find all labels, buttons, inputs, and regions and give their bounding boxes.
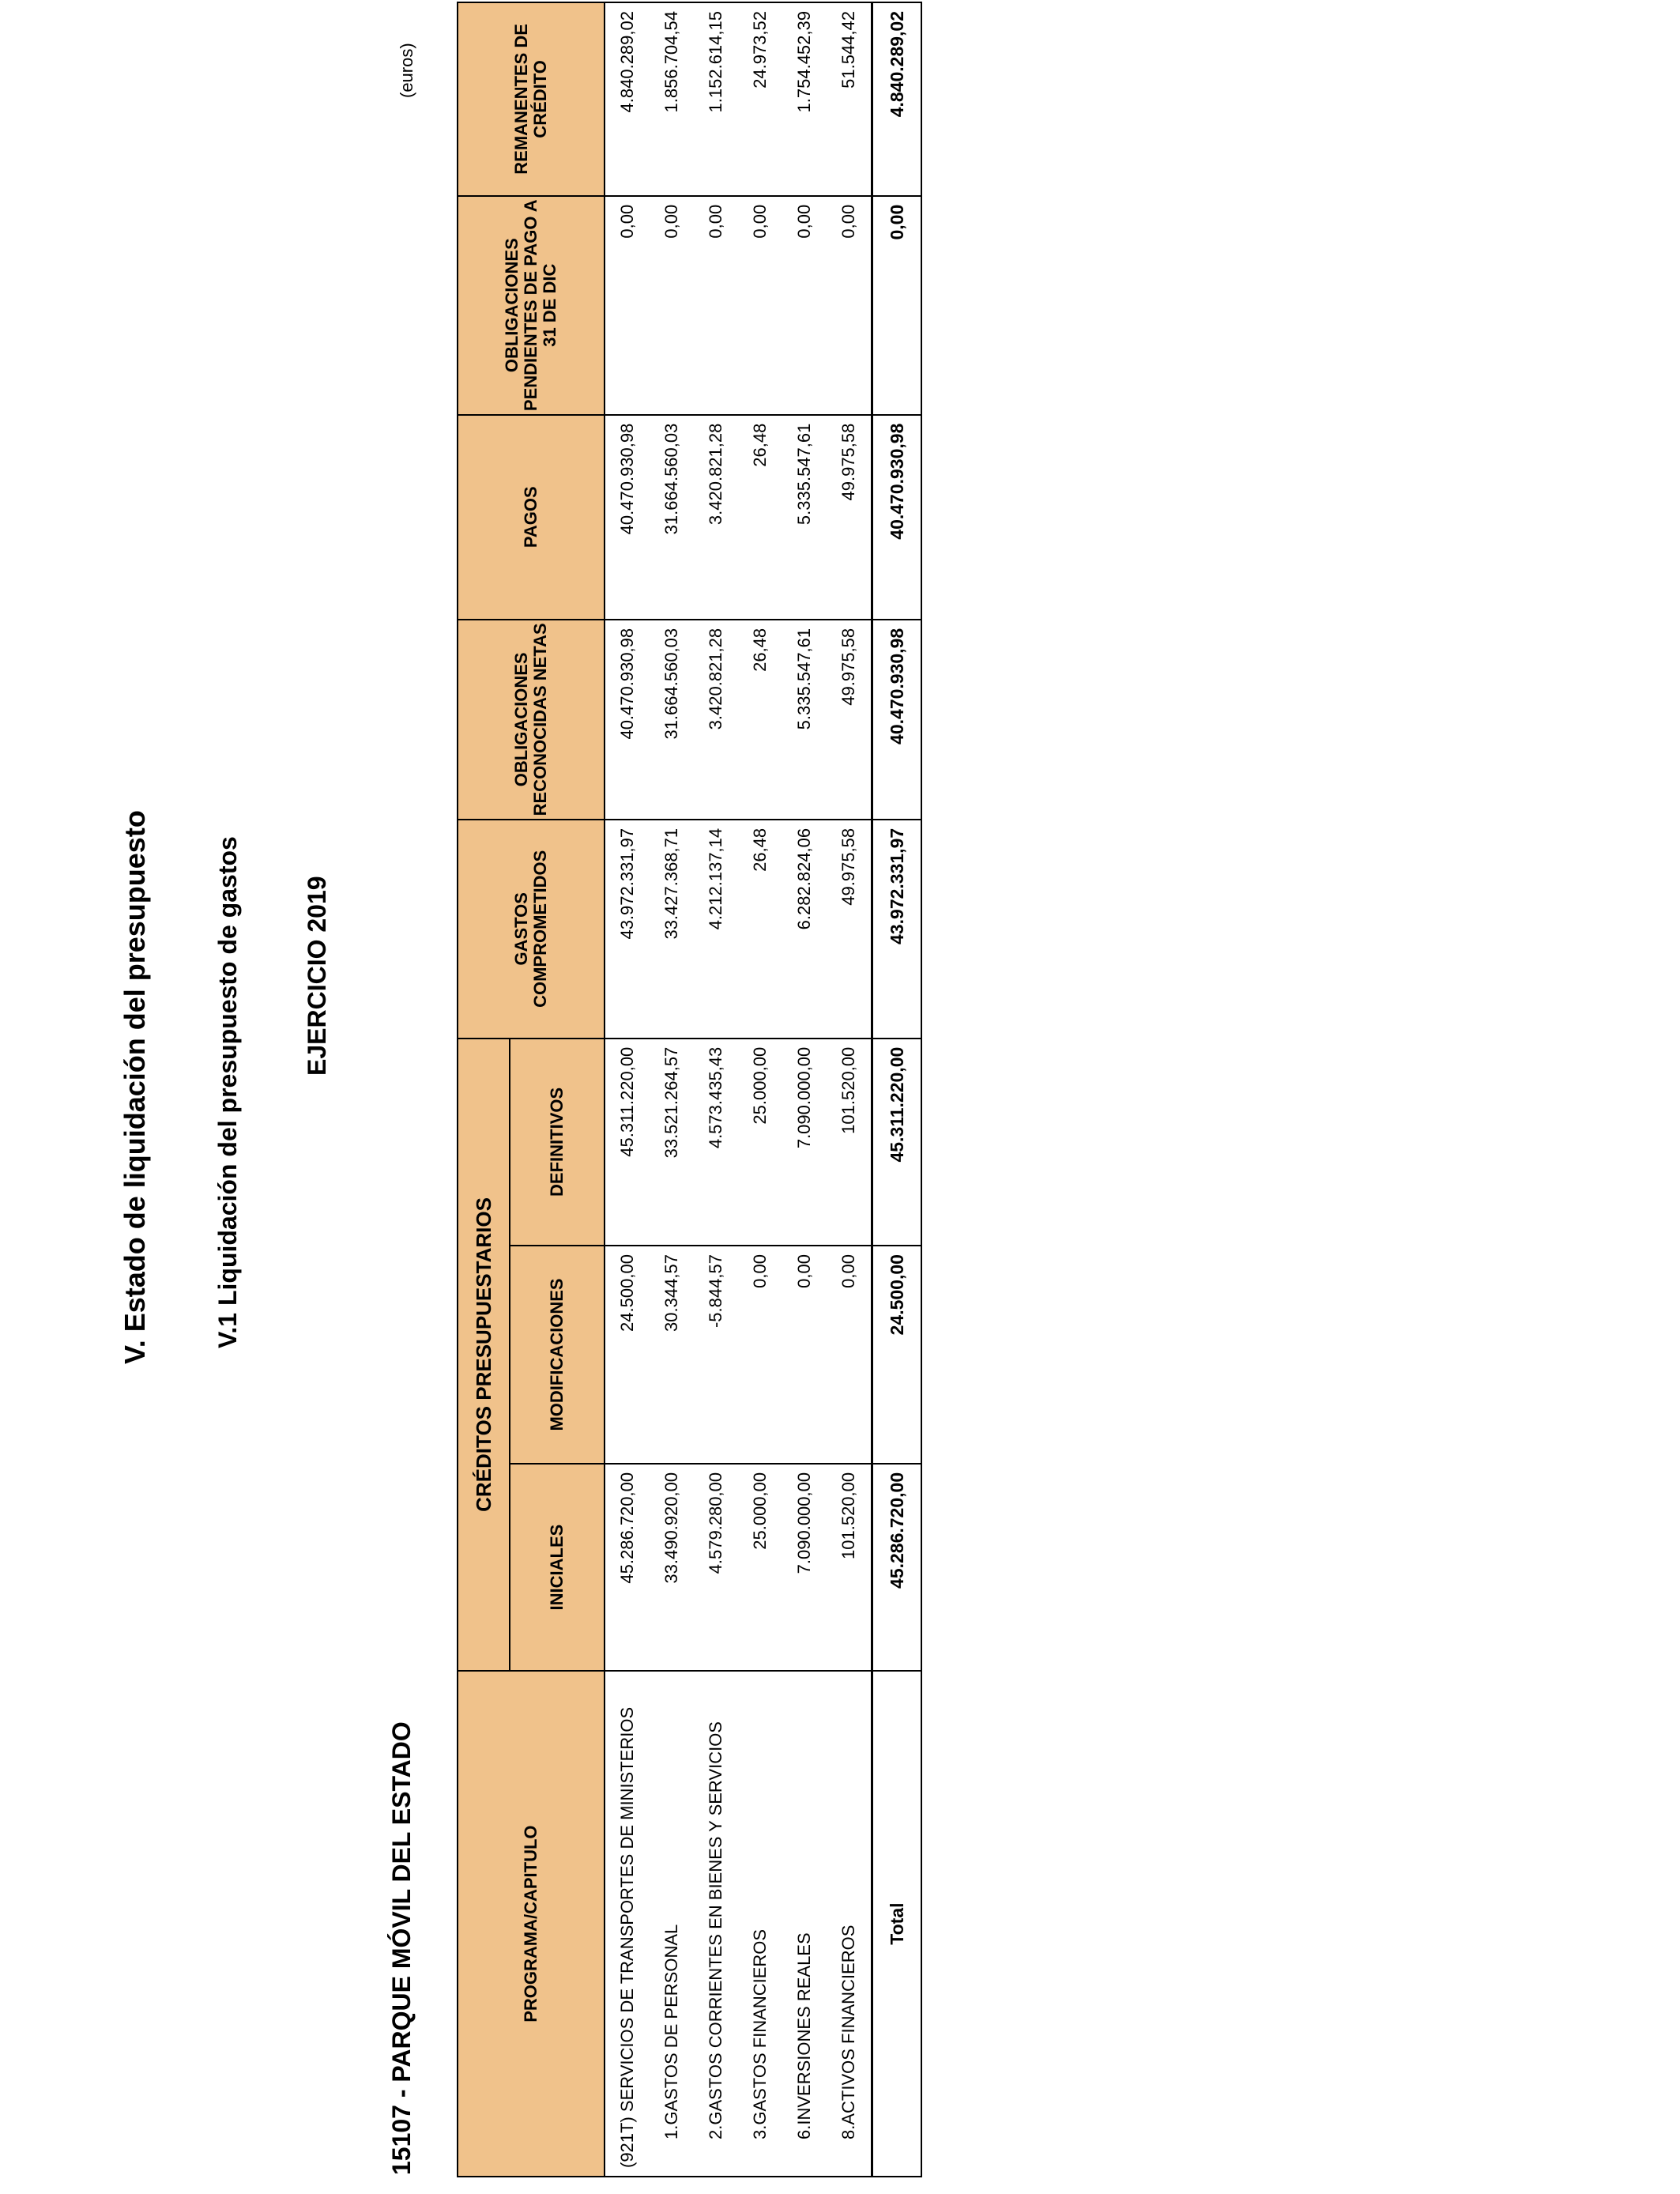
cell-pagos: 3.420.821,28 <box>694 415 738 620</box>
row-label: 2.GASTOS CORRIENTES EN BIENES Y SERVICIOS <box>694 1671 738 2177</box>
cell-definitivos: 101.520,00 <box>827 1039 872 1246</box>
cell-remanentes: 1.152.614,15 <box>694 2 738 196</box>
row-label: (921T) SERVICIOS DE TRANSPORTES DE MINISTERIOS <box>605 1671 650 2177</box>
cell-obligaciones: 3.420.821,28 <box>694 620 738 820</box>
column-header-definitivos: DEFINITIVOS <box>510 1039 605 1246</box>
cell-obligaciones: 40.470.930,98 <box>605 620 650 820</box>
cell-modificaciones: 0,00 <box>782 1246 827 1464</box>
column-group-creditos: CRÉDITOS PRESUPUESTARIOS <box>458 1039 510 1672</box>
row-label: 3.GASTOS FINANCIEROS <box>738 1671 782 2177</box>
cell-remanentes: 24.973,52 <box>738 2 782 196</box>
cell-definitivos: 33.521.264,57 <box>650 1039 694 1246</box>
cell-obligaciones: 5.335.547,61 <box>782 620 827 820</box>
table-row <box>738 2 782 2177</box>
cell-pendientes: 0,00 <box>650 196 694 415</box>
cell-pagos: 31.664.560,03 <box>650 415 694 620</box>
total-pagos: 40.470.930,98 <box>872 415 922 620</box>
column-header-modificaciones: MODIFICACIONES <box>510 1246 605 1464</box>
cell-iniciales: 4.579.280,00 <box>694 1464 738 1671</box>
total-gastos: 43.972.331,97 <box>872 820 922 1039</box>
cell-definitivos: 7.090.000,00 <box>782 1039 827 1246</box>
column-header-pagos: PAGOS <box>458 415 605 620</box>
column-header-iniciales: INICIALES <box>510 1464 605 1671</box>
column-header-programa: PROGRAMA/CAPITULO <box>458 1671 605 2177</box>
total-remanentes: 4.840.289,02 <box>872 2 922 196</box>
report-title: V. Estado de liquidación del presupuesto <box>119 810 151 1364</box>
cell-iniciales: 7.090.000,00 <box>782 1464 827 1671</box>
cell-pendientes: 0,00 <box>738 196 782 415</box>
cell-pendientes: 0,00 <box>827 196 872 415</box>
units-label: (euros) <box>397 43 416 98</box>
exercise-year: EJERCICIO 2019 <box>303 876 331 1076</box>
column-header-remanentes: REMANENTES DE CRÉDITO <box>458 2 605 196</box>
total-definitivos: 45.311.220,00 <box>872 1039 922 1246</box>
row-label: 6.INVERSIONES REALES <box>782 1671 827 2177</box>
cell-pendientes: 0,00 <box>694 196 738 415</box>
cell-gastos: 6.282.824,06 <box>782 820 827 1039</box>
cell-modificaciones: -5.844,57 <box>694 1246 738 1464</box>
cell-iniciales: 45.286.720,00 <box>605 1464 650 1671</box>
cell-definitivos: 25.000,00 <box>738 1039 782 1246</box>
row-label: 1.GASTOS DE PERSONAL <box>650 1671 694 2177</box>
total-row <box>872 2 922 2177</box>
cell-pagos: 5.335.547,61 <box>782 415 827 620</box>
cell-remanentes: 51.544,42 <box>827 2 872 196</box>
cell-modificaciones: 24.500,00 <box>605 1246 650 1464</box>
table-row <box>650 2 694 2177</box>
cell-remanentes: 1.754.452,39 <box>782 2 827 196</box>
cell-remanentes: 4.840.289,02 <box>605 2 650 196</box>
column-header-pendientes: OBLIGACIONES PENDIENTES DE PAGO A 31 DE DIC <box>458 196 605 415</box>
row-label: 8.ACTIVOS FINANCIEROS <box>827 1671 872 2177</box>
entity-title: 15107 - PARQUE MÓVIL DEL ESTADO <box>387 1721 416 2175</box>
total-pendientes: 0,00 <box>872 196 922 415</box>
total-label: Total <box>872 1671 922 2177</box>
table-row <box>605 2 650 2177</box>
total-obligaciones: 40.470.930,98 <box>872 620 922 820</box>
cell-modificaciones: 0,00 <box>827 1246 872 1464</box>
cell-remanentes: 1.856.704,54 <box>650 2 694 196</box>
cell-gastos: 26,48 <box>738 820 782 1039</box>
total-modificaciones: 24.500,00 <box>872 1246 922 1464</box>
cell-obligaciones: 49.975,58 <box>827 620 872 820</box>
cell-obligaciones: 31.664.560,03 <box>650 620 694 820</box>
cell-pagos: 49.975,58 <box>827 415 872 620</box>
cell-obligaciones: 26,48 <box>738 620 782 820</box>
column-header-obligaciones: OBLIGACIONES RECONOCIDAS NETAS <box>458 620 605 820</box>
cell-pendientes: 0,00 <box>782 196 827 415</box>
table-row <box>782 2 827 2177</box>
cell-modificaciones: 30.344,57 <box>650 1246 694 1464</box>
cell-pendientes: 0,00 <box>605 196 650 415</box>
total-iniciales: 45.286.720,00 <box>872 1464 922 1671</box>
cell-pagos: 26,48 <box>738 415 782 620</box>
cell-gastos: 43.972.331,97 <box>605 820 650 1039</box>
table-row <box>694 2 738 2177</box>
column-header-gastos: GASTOS COMPROMETIDOS <box>458 820 605 1039</box>
cell-gastos: 49.975,58 <box>827 820 872 1039</box>
cell-iniciales: 33.490.920,00 <box>650 1464 694 1671</box>
table-row <box>827 2 872 2177</box>
cell-modificaciones: 0,00 <box>738 1246 782 1464</box>
cell-iniciales: 101.520,00 <box>827 1464 872 1671</box>
budget-table <box>457 2 922 2177</box>
cell-definitivos: 45.311.220,00 <box>605 1039 650 1246</box>
cell-pagos: 40.470.930,98 <box>605 415 650 620</box>
report-subtitle: V.1 Liquidación del presupuesto de gastos <box>213 836 242 1348</box>
cell-gastos: 4.212.137,14 <box>694 820 738 1039</box>
cell-gastos: 33.427.368,71 <box>650 820 694 1039</box>
cell-iniciales: 25.000,00 <box>738 1464 782 1671</box>
cell-definitivos: 4.573.435,43 <box>694 1039 738 1246</box>
